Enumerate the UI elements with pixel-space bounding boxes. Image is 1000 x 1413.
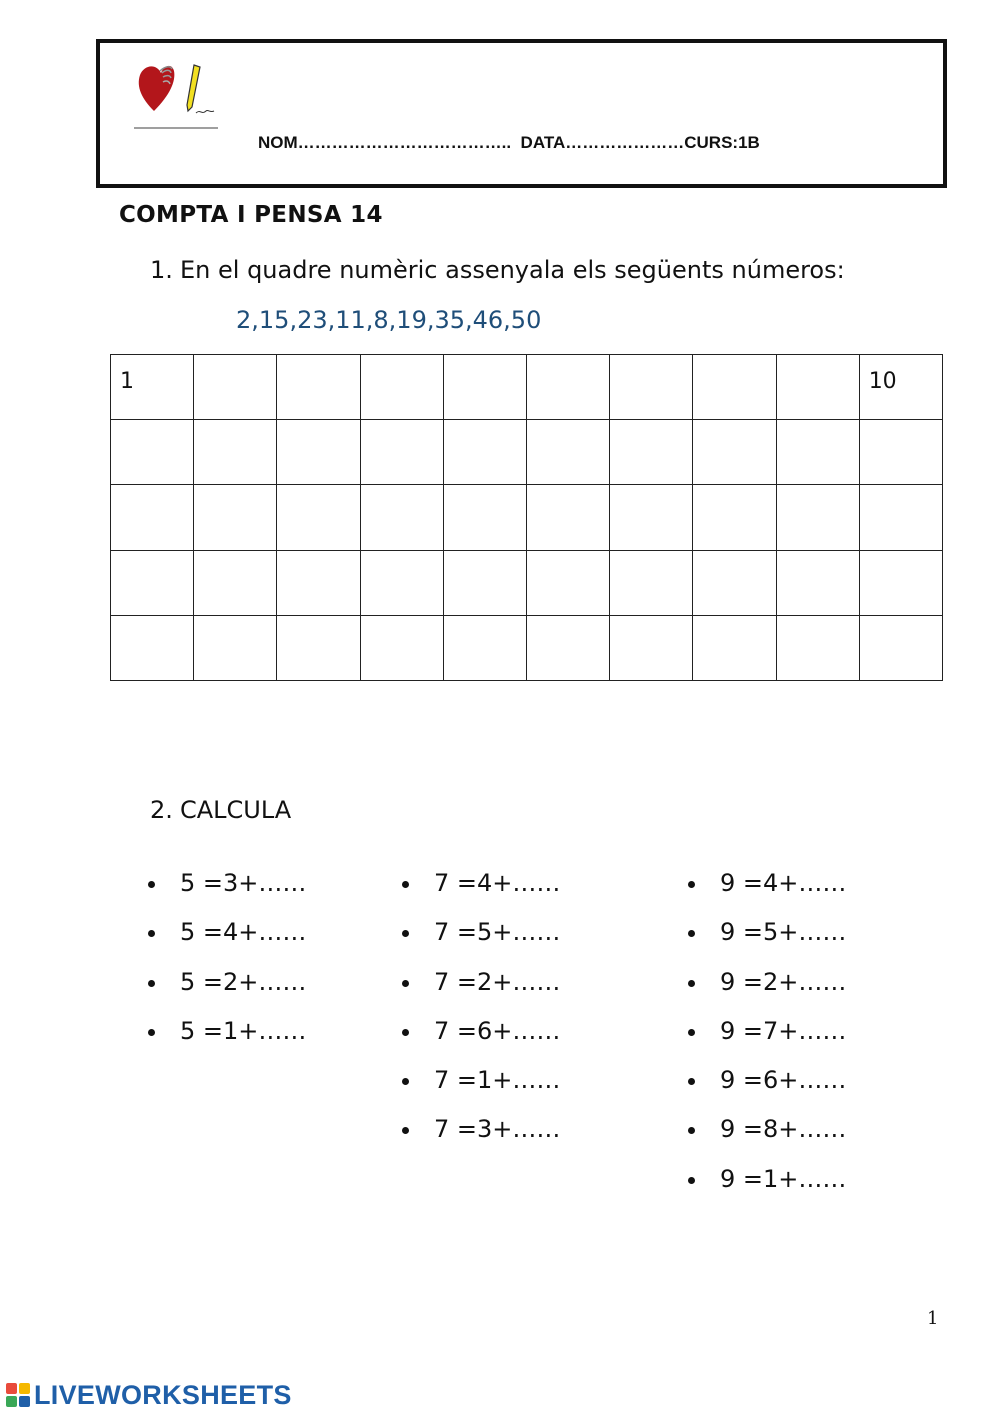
liveworksheets-brand[interactable] xyxy=(6,1378,292,1412)
calc-item xyxy=(688,1063,846,1112)
calc-item xyxy=(688,1112,846,1161)
calc-item xyxy=(688,965,846,1014)
grid-cell[interactable] xyxy=(859,485,942,550)
calc-expression: 7 =6+…… xyxy=(434,1016,561,1045)
question-2-number: 2. xyxy=(150,796,173,824)
bullet-icon xyxy=(148,1029,155,1036)
header-box xyxy=(96,39,947,188)
grid-cell[interactable] xyxy=(776,485,859,550)
worksheet-title: COMPTA I PENSA 14 xyxy=(119,202,383,228)
grid-cell[interactable] xyxy=(194,550,277,615)
calc-item xyxy=(688,1162,846,1211)
page-number: 1 xyxy=(927,1308,939,1329)
calc-expression: 9 =6+…… xyxy=(720,1066,847,1095)
bullet-icon xyxy=(402,1078,409,1085)
grid-cell[interactable] xyxy=(194,355,277,420)
grid-cell[interactable] xyxy=(360,550,443,615)
question-2-text: CALCULA xyxy=(180,796,292,824)
number-grid-body xyxy=(111,355,943,681)
calc-expression: 7 =5+…… xyxy=(434,918,561,947)
target-numbers: 2,15,23,11,8,19,35,46,50 xyxy=(236,306,542,334)
grid-cell[interactable] xyxy=(776,355,859,420)
grid-cell[interactable] xyxy=(277,420,360,485)
grid-cell[interactable] xyxy=(693,355,776,420)
bullet-icon xyxy=(688,1078,695,1085)
calc-item xyxy=(402,1014,560,1063)
calc-column-3 xyxy=(688,866,846,1211)
grid-cell[interactable] xyxy=(111,485,194,550)
bullet-icon xyxy=(402,1029,409,1036)
question-1-text: En el quadre numèric assenyala els següents números: xyxy=(180,256,845,284)
grid-cell[interactable] xyxy=(859,615,942,680)
calc-expression: 9 =2+…… xyxy=(720,967,847,996)
grid-cell[interactable] xyxy=(776,550,859,615)
grid-cell[interactable] xyxy=(360,485,443,550)
grid-cell[interactable] xyxy=(610,550,693,615)
calc-item xyxy=(402,1063,560,1112)
grid-cell[interactable] xyxy=(859,420,942,485)
bullet-icon xyxy=(688,980,695,987)
grid-cell[interactable] xyxy=(443,485,526,550)
heart-book-icon xyxy=(139,66,175,111)
question-1-prompt xyxy=(150,256,845,284)
grid-cell[interactable] xyxy=(526,615,609,680)
bullet-icon xyxy=(402,930,409,937)
grid-cell[interactable] xyxy=(111,420,194,485)
calc-expression: 9 =4+…… xyxy=(720,869,847,897)
grid-cell[interactable] xyxy=(776,615,859,680)
grid-cell[interactable] xyxy=(610,355,693,420)
grid-row xyxy=(111,420,943,485)
calc-item xyxy=(402,965,560,1014)
grid-row xyxy=(111,485,943,550)
grid-cell[interactable] xyxy=(610,485,693,550)
calc-expression: 5 =1+…… xyxy=(180,1016,307,1045)
calc-expression: 7 =3+…… xyxy=(434,1115,561,1144)
brand-name: LIVEWORKSHEETS xyxy=(34,1379,292,1410)
calc-item xyxy=(148,1014,306,1063)
grid-cell[interactable] xyxy=(693,615,776,680)
grid-cell[interactable]: 10 xyxy=(859,355,942,420)
calc-expression: 7 =4+…… xyxy=(434,869,561,897)
bullet-icon xyxy=(402,1127,409,1134)
grid-cell[interactable] xyxy=(693,485,776,550)
grid-cell[interactable] xyxy=(360,355,443,420)
bullet-icon xyxy=(688,881,695,888)
grid-cell[interactable] xyxy=(277,615,360,680)
calc-item xyxy=(148,965,306,1014)
calc-item xyxy=(148,915,306,964)
bullet-icon xyxy=(148,930,155,937)
grid-cell[interactable] xyxy=(610,615,693,680)
calc-item xyxy=(688,866,846,915)
grid-cell[interactable] xyxy=(277,550,360,615)
calc-item xyxy=(148,866,306,915)
number-grid xyxy=(110,354,943,681)
calc-column-2 xyxy=(402,866,560,1162)
calc-item xyxy=(688,1014,846,1063)
question-1-number: 1. xyxy=(150,256,173,284)
question-2-prompt xyxy=(150,796,291,824)
grid-cell[interactable] xyxy=(776,420,859,485)
grid-cell[interactable] xyxy=(111,615,194,680)
grid-cell[interactable] xyxy=(194,420,277,485)
bullet-icon xyxy=(688,930,695,937)
calc-expression: 9 =5+…… xyxy=(720,918,847,947)
bullet-icon xyxy=(688,1127,695,1134)
bullet-icon xyxy=(148,881,155,888)
calc-column-1 xyxy=(148,866,306,1063)
calc-expression: 7 =2+…… xyxy=(434,967,561,996)
calc-expression: 5 =4+…… xyxy=(180,918,307,947)
grid-cell[interactable] xyxy=(526,550,609,615)
grid-cell[interactable] xyxy=(277,355,360,420)
grid-cell[interactable] xyxy=(443,550,526,615)
grid-cell[interactable] xyxy=(360,615,443,680)
calc-expression: 5 =3+…… xyxy=(180,869,307,897)
bullet-icon xyxy=(148,980,155,987)
calc-item xyxy=(402,915,560,964)
grid-cell[interactable] xyxy=(194,615,277,680)
grid-cell[interactable] xyxy=(194,485,277,550)
calc-expression: 9 =1+…… xyxy=(720,1164,847,1193)
calc-expression: 7 =1+…… xyxy=(434,1066,561,1095)
grid-cell[interactable] xyxy=(693,420,776,485)
calc-item xyxy=(688,915,846,964)
grid-cell[interactable] xyxy=(526,420,609,485)
grid-row xyxy=(111,550,943,615)
student-fields-line: NOM……………………………….. DATA…………………CURS:1B xyxy=(258,133,760,152)
brand-logo-icon xyxy=(6,1383,30,1407)
grid-cell[interactable] xyxy=(443,615,526,680)
calc-expression: 9 =8+…… xyxy=(720,1115,847,1144)
grid-cell[interactable] xyxy=(526,485,609,550)
grid-row xyxy=(111,615,943,680)
grid-cell[interactable] xyxy=(526,355,609,420)
grid-row xyxy=(111,355,943,420)
calc-item xyxy=(402,1112,560,1161)
school-logo xyxy=(134,57,220,131)
grid-cell[interactable] xyxy=(443,420,526,485)
grid-cell[interactable] xyxy=(610,420,693,485)
grid-cell[interactable] xyxy=(693,550,776,615)
grid-cell[interactable] xyxy=(111,550,194,615)
grid-cell[interactable]: 1 xyxy=(111,355,194,420)
bullet-icon xyxy=(688,1029,695,1036)
bullet-icon xyxy=(402,980,409,987)
grid-cell[interactable] xyxy=(277,485,360,550)
grid-cell[interactable] xyxy=(360,420,443,485)
calc-expression: 5 =2+…… xyxy=(180,967,307,996)
grid-cell[interactable] xyxy=(443,355,526,420)
bullet-icon xyxy=(402,881,409,888)
calc-expression: 9 =7+…… xyxy=(720,1016,847,1045)
grid-cell[interactable] xyxy=(859,550,942,615)
calc-item xyxy=(402,866,560,915)
bullet-icon xyxy=(688,1177,695,1184)
pencil-icon xyxy=(187,65,214,113)
